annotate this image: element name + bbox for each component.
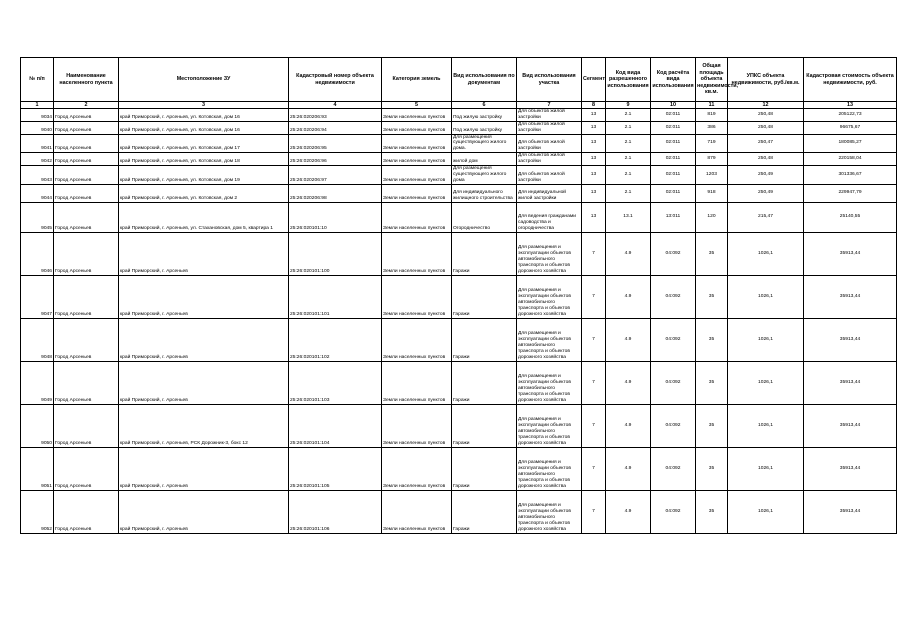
doc-use-cell: Для размещения существующего жилого дома. bbox=[452, 134, 517, 153]
cadastral-number-cell: 25:26:020206:96 bbox=[289, 153, 382, 166]
cadastral-cost-cell: 25140,55 bbox=[804, 202, 897, 232]
use-code-cell: 4.9 bbox=[606, 404, 651, 447]
use-code-cell: 2.1 bbox=[606, 121, 651, 134]
header-row bbox=[21, 58, 897, 102]
table-body bbox=[21, 109, 897, 534]
plot-use-cell: Для размещения и эксплуатации объектов автомобильного транспорта и объектов дорожного хозяйства bbox=[517, 361, 582, 404]
location-cell: край Приморский, г. Арсеньев bbox=[119, 447, 289, 490]
segment-cell: 7 bbox=[582, 404, 606, 447]
land-category-cell: Земли населенных пунктов bbox=[382, 404, 452, 447]
cadastral-cost-cell: 35913,44 bbox=[804, 232, 897, 275]
row-number: 9044 bbox=[21, 184, 54, 202]
cadastral-number-cell: 25:26:020206:97 bbox=[289, 165, 382, 184]
location-cell: край Приморский, г. Арсеньев, ул. Котовская, дом 16 bbox=[119, 121, 289, 134]
table-row bbox=[21, 134, 897, 153]
settlement-cell: Город Арсеньев bbox=[54, 109, 119, 122]
upks-cell: 1026,1 bbox=[728, 275, 804, 318]
plot-use-cell: Для объектов жилой застройки bbox=[517, 165, 582, 184]
cadastral-cost-cell: 35913,44 bbox=[804, 490, 897, 533]
doc-use-cell: Гаражи bbox=[452, 404, 517, 447]
table-row bbox=[21, 361, 897, 404]
segment-cell: 7 bbox=[582, 232, 606, 275]
upks-cell: 250,49 bbox=[728, 184, 804, 202]
use-code-cell: 2.1 bbox=[606, 184, 651, 202]
settlement-cell: Город Арсеньев bbox=[54, 184, 119, 202]
segment-cell: 13 bbox=[582, 134, 606, 153]
col-number: 7 bbox=[517, 102, 582, 109]
area-cell: 35 bbox=[696, 404, 728, 447]
land-category-cell: Земли населенных пунктов bbox=[382, 121, 452, 134]
row-number: 9049 bbox=[21, 361, 54, 404]
table-row bbox=[21, 109, 897, 122]
cadastral-number-cell: 25:26:020101:103 bbox=[289, 361, 382, 404]
settlement-cell: Город Арсеньев bbox=[54, 202, 119, 232]
use-code-cell: 2.1 bbox=[606, 153, 651, 166]
doc-use-cell: Под жилую застройку bbox=[452, 121, 517, 134]
doc-use-cell: Гаражи bbox=[452, 275, 517, 318]
plot-use-cell: Для объектов жилой застройки bbox=[517, 153, 582, 166]
col-header-calc-code: Код расчёта вида использования bbox=[651, 58, 696, 102]
upks-cell: 250,49 bbox=[728, 165, 804, 184]
area-cell: 386 bbox=[696, 121, 728, 134]
plot-use-cell: Для размещения и эксплуатации объектов автомобильного транспорта и объектов дорожного хозяйства bbox=[517, 318, 582, 361]
col-header-settlement: Наименование населенного пункта bbox=[54, 58, 119, 102]
col-number: 6 bbox=[452, 102, 517, 109]
settlement-cell: Город Арсеньев bbox=[54, 490, 119, 533]
upks-cell: 1026,1 bbox=[728, 447, 804, 490]
plot-use-cell: Для объектов жилой застройки bbox=[517, 134, 582, 153]
area-cell: 35 bbox=[696, 318, 728, 361]
segment-cell: 13 bbox=[582, 202, 606, 232]
upks-cell: 1026,1 bbox=[728, 232, 804, 275]
upks-cell: 1026,1 bbox=[728, 490, 804, 533]
location-cell: край Приморский, г. Арсеньев, ул. Котовская, дом 18 bbox=[119, 153, 289, 166]
calc-code-cell: 04:092 bbox=[651, 404, 696, 447]
area-cell: 918 bbox=[696, 184, 728, 202]
upks-cell: 1026,1 bbox=[728, 318, 804, 361]
area-cell: 879 bbox=[696, 153, 728, 166]
col-number: 3 bbox=[119, 102, 289, 109]
segment-cell: 7 bbox=[582, 275, 606, 318]
land-category-cell: Земли населенных пунктов bbox=[382, 275, 452, 318]
calc-code-cell: 02:011 bbox=[651, 134, 696, 153]
calc-code-cell: 02:011 bbox=[651, 109, 696, 122]
calc-code-cell: 04:092 bbox=[651, 275, 696, 318]
table-row bbox=[21, 165, 897, 184]
doc-use-cell: Для индивидуального жилищного строительства bbox=[452, 184, 517, 202]
use-code-cell: 4.9 bbox=[606, 361, 651, 404]
row-number: 9034 bbox=[21, 109, 54, 122]
table-row bbox=[21, 447, 897, 490]
doc-use-cell: Гаражи bbox=[452, 232, 517, 275]
cadastral-cost-cell: 35913,44 bbox=[804, 275, 897, 318]
doc-use-cell: Гаражи bbox=[452, 490, 517, 533]
doc-use-cell: Для размещения существующего жилого дома bbox=[452, 165, 517, 184]
table-row bbox=[21, 184, 897, 202]
segment-cell: 13 bbox=[582, 184, 606, 202]
calc-code-cell: 04:092 bbox=[651, 232, 696, 275]
col-number: 8 bbox=[582, 102, 606, 109]
use-code-cell: 13.1 bbox=[606, 202, 651, 232]
upks-cell: 1026,1 bbox=[728, 361, 804, 404]
location-cell: край Приморский, г. Арсеньев, ул. Котовская, дом 17 bbox=[119, 134, 289, 153]
cadastral-cost-cell: 35913,44 bbox=[804, 361, 897, 404]
segment-cell: 13 bbox=[582, 153, 606, 166]
row-number: 9045 bbox=[21, 202, 54, 232]
location-cell: край Приморский, г. Арсеньев, РСК Дорожник-3, бокс 12 bbox=[119, 404, 289, 447]
cadastral-number-cell: 25:26:020206:95 bbox=[289, 134, 382, 153]
col-header-location: Местоположение ЗУ bbox=[119, 58, 289, 102]
location-cell: край Приморский, г. Арсеньев bbox=[119, 361, 289, 404]
cadastral-cost-cell: 229947,79 bbox=[804, 184, 897, 202]
doc-use-cell: Гаражи bbox=[452, 447, 517, 490]
settlement-cell: Город Арсеньев bbox=[54, 165, 119, 184]
segment-cell: 13 bbox=[582, 121, 606, 134]
use-code-cell: 4.9 bbox=[606, 232, 651, 275]
table-row bbox=[21, 404, 897, 447]
table-row bbox=[21, 275, 897, 318]
cadastral-number-cell: 25:26:020101:100 bbox=[289, 232, 382, 275]
settlement-cell: Город Арсеньев bbox=[54, 447, 119, 490]
land-category-cell: Земли населенных пунктов bbox=[382, 361, 452, 404]
cadastral-cost-cell: 35913,44 bbox=[804, 404, 897, 447]
calc-code-cell: 02:011 bbox=[651, 184, 696, 202]
use-code-cell: 2.1 bbox=[606, 165, 651, 184]
table-row bbox=[21, 121, 897, 134]
col-number: 2 bbox=[54, 102, 119, 109]
area-cell: 120 bbox=[696, 202, 728, 232]
use-code-cell: 4.9 bbox=[606, 275, 651, 318]
location-cell: край Приморский, г. Арсеньев, ул. Котовская, дом 19 bbox=[119, 165, 289, 184]
cadastral-number-cell: 25:26:020101:101 bbox=[289, 275, 382, 318]
settlement-cell: Город Арсеньев bbox=[54, 361, 119, 404]
segment-cell: 13 bbox=[582, 109, 606, 122]
cadastral-number-cell: 25:26:020101:104 bbox=[289, 404, 382, 447]
cadastral-number-cell: 25:26:020101:106 bbox=[289, 490, 382, 533]
cadastral-cost-cell: 180085,27 bbox=[804, 134, 897, 153]
calc-code-cell: 02:011 bbox=[651, 121, 696, 134]
row-number: 9048 bbox=[21, 318, 54, 361]
cadastral-number-cell: 25:26:020206:98 bbox=[289, 184, 382, 202]
location-cell: край Приморский, г. Арсеньев bbox=[119, 490, 289, 533]
col-number: 10 bbox=[651, 102, 696, 109]
col-number: 4 bbox=[289, 102, 382, 109]
land-category-cell: Земли населенных пунктов bbox=[382, 447, 452, 490]
land-category-cell: Земли населенных пунктов bbox=[382, 318, 452, 361]
area-cell: 819 bbox=[696, 109, 728, 122]
settlement-cell: Город Арсеньев bbox=[54, 121, 119, 134]
calc-code-cell: 13:011 bbox=[651, 202, 696, 232]
calc-code-cell: 04:092 bbox=[651, 318, 696, 361]
area-cell: 719 bbox=[696, 134, 728, 153]
col-header-land-category: Категория земель bbox=[382, 58, 452, 102]
plot-use-cell: Для размещения и эксплуатации объектов автомобильного транспорта и объектов дорожного хозяйства bbox=[517, 275, 582, 318]
land-category-cell: Земли населенных пунктов bbox=[382, 134, 452, 153]
col-header-doc-use: Вид использования по документам bbox=[452, 58, 517, 102]
col-number: 12 bbox=[728, 102, 804, 109]
upks-cell: 250,48 bbox=[728, 121, 804, 134]
location-cell: край Приморский, г. Арсеньев, ул. Котовская, дом 2 bbox=[119, 184, 289, 202]
upks-cell: 250,47 bbox=[728, 134, 804, 153]
col-number: 9 bbox=[606, 102, 651, 109]
location-cell: край Приморский, г. Арсеньев, ул. Котовская, дом 16 bbox=[119, 109, 289, 122]
settlement-cell: Город Арсеньев bbox=[54, 232, 119, 275]
area-cell: 35 bbox=[696, 447, 728, 490]
doc-use-cell: Гаражи bbox=[452, 318, 517, 361]
calc-code-cell: 04:092 bbox=[651, 447, 696, 490]
cadastral-value-table bbox=[20, 57, 897, 534]
upks-cell: 215,47 bbox=[728, 202, 804, 232]
segment-cell: 7 bbox=[582, 490, 606, 533]
cadastral-cost-cell: 301336,67 bbox=[804, 165, 897, 184]
cadastral-number-cell: 25:26:020101:10 bbox=[289, 202, 382, 232]
upks-cell: 250,48 bbox=[728, 109, 804, 122]
calc-code-cell: 02:011 bbox=[651, 165, 696, 184]
settlement-cell: Город Арсеньев bbox=[54, 404, 119, 447]
cadastral-cost-cell: 205122,73 bbox=[804, 109, 897, 122]
doc-use-cell: Гаражи bbox=[452, 361, 517, 404]
settlement-cell: Город Арсеньев bbox=[54, 134, 119, 153]
use-code-cell: 4.9 bbox=[606, 318, 651, 361]
table-row bbox=[21, 490, 897, 533]
row-number: 9051 bbox=[21, 447, 54, 490]
row-number: 9042 bbox=[21, 153, 54, 166]
doc-use-cell: Под жилую застройку bbox=[452, 109, 517, 122]
col-header-number: № п/п bbox=[21, 58, 54, 102]
upks-cell: 1026,1 bbox=[728, 404, 804, 447]
area-cell: 35 bbox=[696, 275, 728, 318]
row-number: 9047 bbox=[21, 275, 54, 318]
segment-cell: 7 bbox=[582, 447, 606, 490]
settlement-cell: Город Арсеньев bbox=[54, 153, 119, 166]
doc-use-cell: жилой дом bbox=[452, 153, 517, 166]
col-header-upks: УПКС объекта недвижимости, руб./кв.м. bbox=[728, 58, 804, 102]
col-number: 1 bbox=[21, 102, 54, 109]
use-code-cell: 4.9 bbox=[606, 447, 651, 490]
col-header-plot-use: Вид использования участка bbox=[517, 58, 582, 102]
row-number: 9040 bbox=[21, 121, 54, 134]
segment-cell: 13 bbox=[582, 165, 606, 184]
plot-use-cell: Для размещения и эксплуатации объектов автомобильного транспорта и объектов дорожного хозяйства bbox=[517, 232, 582, 275]
cadastral-cost-cell: 35913,44 bbox=[804, 318, 897, 361]
column-number-row bbox=[21, 102, 897, 109]
col-header-segment: Сегмент bbox=[582, 58, 606, 102]
calc-code-cell: 04:092 bbox=[651, 361, 696, 404]
row-number: 9052 bbox=[21, 490, 54, 533]
land-category-cell: Земли населенных пунктов bbox=[382, 490, 452, 533]
cadastral-number-cell: 25:26:020101:105 bbox=[289, 447, 382, 490]
col-header-area: Общая площадь объекта недвижимости, кв.м. bbox=[696, 58, 728, 102]
use-code-cell: 2.1 bbox=[606, 134, 651, 153]
row-number: 9050 bbox=[21, 404, 54, 447]
location-cell: край Приморский, г. Арсеньев bbox=[119, 232, 289, 275]
plot-use-cell: Для размещения и эксплуатации объектов автомобильного транспорта и объектов дорожного хозяйства bbox=[517, 447, 582, 490]
table-row bbox=[21, 232, 897, 275]
table-row bbox=[21, 202, 897, 232]
col-header-use-code: Код вида разрешенного использования bbox=[606, 58, 651, 102]
col-header-cadastral-number: Кадастровый номер объекта недвижимости bbox=[289, 58, 382, 102]
cadastral-cost-cell: 35913,44 bbox=[804, 447, 897, 490]
plot-use-cell: Для объектов жилой застройки bbox=[517, 121, 582, 134]
row-number: 9046 bbox=[21, 232, 54, 275]
plot-use-cell: Для ведения гражданами садоводства и огородничества bbox=[517, 202, 582, 232]
use-code-cell: 2.1 bbox=[606, 109, 651, 122]
land-category-cell: Земли населенных пунктов bbox=[382, 165, 452, 184]
settlement-cell: Город Арсеньев bbox=[54, 318, 119, 361]
plot-use-cell: Для объектов жилой застройки bbox=[517, 109, 582, 122]
segment-cell: 7 bbox=[582, 361, 606, 404]
table-row bbox=[21, 153, 897, 166]
segment-cell: 7 bbox=[582, 318, 606, 361]
col-number: 13 bbox=[804, 102, 897, 109]
col-number: 11 bbox=[696, 102, 728, 109]
cadastral-number-cell: 25:26:020206:94 bbox=[289, 121, 382, 134]
cadastral-number-cell: 25:26:020101:102 bbox=[289, 318, 382, 361]
plot-use-cell: Для индивидуальной жилой застройки bbox=[517, 184, 582, 202]
location-cell: край Приморский, г. Арсеньев bbox=[119, 275, 289, 318]
land-category-cell: Земли населенных пунктов bbox=[382, 109, 452, 122]
cadastral-number-cell: 25:26:020206:93 bbox=[289, 109, 382, 122]
doc-use-cell: Огородничество bbox=[452, 202, 517, 232]
use-code-cell: 4.9 bbox=[606, 490, 651, 533]
table-row bbox=[21, 318, 897, 361]
area-cell: 1203 bbox=[696, 165, 728, 184]
col-header-cadastral-cost: Кадастровая стоимость объекта недвижимости, руб. bbox=[804, 58, 897, 102]
area-cell: 35 bbox=[696, 232, 728, 275]
land-category-cell: Земли населенных пунктов bbox=[382, 202, 452, 232]
calc-code-cell: 04:092 bbox=[651, 490, 696, 533]
location-cell: край Приморский, г. Арсеньев bbox=[119, 318, 289, 361]
land-category-cell: Земли населенных пунктов bbox=[382, 232, 452, 275]
location-cell: край Приморский, г. Арсеньев, ул. Стахановская, дом 5, квартира 1 bbox=[119, 202, 289, 232]
row-number: 9043 bbox=[21, 165, 54, 184]
calc-code-cell: 02:011 bbox=[651, 153, 696, 166]
land-category-cell: Земли населенных пунктов bbox=[382, 184, 452, 202]
col-number: 5 bbox=[382, 102, 452, 109]
area-cell: 35 bbox=[696, 361, 728, 404]
cadastral-cost-cell: 96675,67 bbox=[804, 121, 897, 134]
row-number: 9041 bbox=[21, 134, 54, 153]
plot-use-cell: Для размещения и эксплуатации объектов автомобильного транспорта и объектов дорожного хозяйства bbox=[517, 404, 582, 447]
settlement-cell: Город Арсеньев bbox=[54, 275, 119, 318]
area-cell: 35 bbox=[696, 490, 728, 533]
land-category-cell: Земли населенных пунктов bbox=[382, 153, 452, 166]
upks-cell: 250,48 bbox=[728, 153, 804, 166]
plot-use-cell: Для размещения и эксплуатации объектов автомобильного транспорта и объектов дорожного хозяйства bbox=[517, 490, 582, 533]
cadastral-cost-cell: 220158,04 bbox=[804, 153, 897, 166]
cadastral-value-table-sheet bbox=[20, 57, 896, 534]
